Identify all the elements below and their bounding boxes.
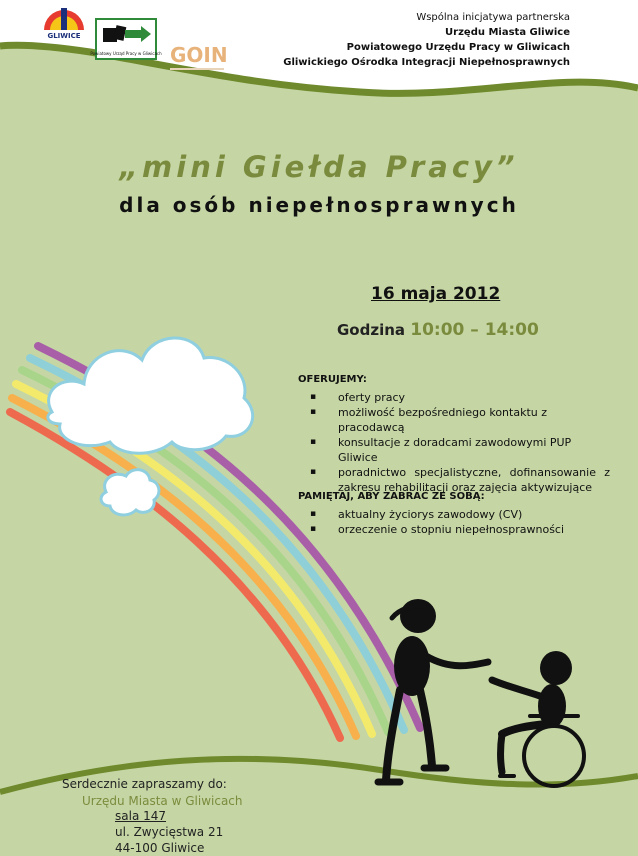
partner-city-office: Urzędu Miasta Gliwice (445, 27, 570, 38)
gliwice-logo-text: GLIWICE (47, 32, 81, 40)
event-date: 16 maja 2012 (371, 284, 501, 304)
partner-labour-office: Powiatowego Urzędu Pracy w Gliwicach (346, 42, 570, 53)
invitation-text: Serdecznie zapraszamy do: (62, 777, 227, 791)
list-item: ▪ aktualny życiorys zawodowy (CV) (298, 507, 610, 522)
list-item: ▪ orzeczenie o stopniu niepełnosprawności (298, 522, 610, 537)
offer-section (298, 374, 610, 495)
cloud-large (48, 338, 253, 453)
walking-person (378, 599, 488, 782)
offer-list (298, 390, 610, 495)
remember-heading: PAMIĘTAJ, ABY ZABRAĆ ZE SOBĄ: (298, 491, 485, 502)
remember-section (298, 491, 610, 537)
list-item: ▪ poradnictwo specjalistyczne, dofinansowanie z zakresu rehabilitacji oraz zajęcia aktywizujące (298, 465, 610, 495)
partner-integration-center: Gliwickiego Ośrodka Integracji Niepełnosprawnych (283, 57, 570, 68)
wheelchair-person (492, 651, 584, 786)
list-item: ▪ oferty pracy (298, 390, 610, 405)
list-item: ▪ konsultacje z doradcami zawodowymi PUP Gliwice (298, 435, 610, 465)
venue-room: sala 147 (115, 809, 167, 823)
event-title: „mini Giełda Pracy” (119, 150, 519, 184)
event-subtitle: dla osób niepełnosprawnych (119, 193, 519, 217)
event-hours (337, 320, 539, 340)
list-item: ▪ możliwość bezpośredniego kontaktu z pracodawcą (298, 405, 610, 435)
cloud-small (101, 470, 159, 515)
venue-name: Urzędu Miasta w Gliwicach (82, 794, 243, 808)
offer-heading: OFERUJEMY: (298, 374, 367, 385)
pup-logo-text: Powiatowy Urząd Pracy w Gliwicach (90, 51, 162, 56)
remember-list (298, 507, 610, 537)
partners-intro: Wspólna inicjatywa partnerska (416, 12, 570, 23)
venue-street: ul. Zwycięstwa 21 (115, 825, 224, 839)
venue-city: 44-100 Gliwice (115, 841, 205, 855)
hours-value: 10:00 – 14:00 (410, 320, 539, 340)
goin-logo-text: GOIN (170, 43, 228, 67)
hours-label: Godzina (337, 321, 406, 339)
